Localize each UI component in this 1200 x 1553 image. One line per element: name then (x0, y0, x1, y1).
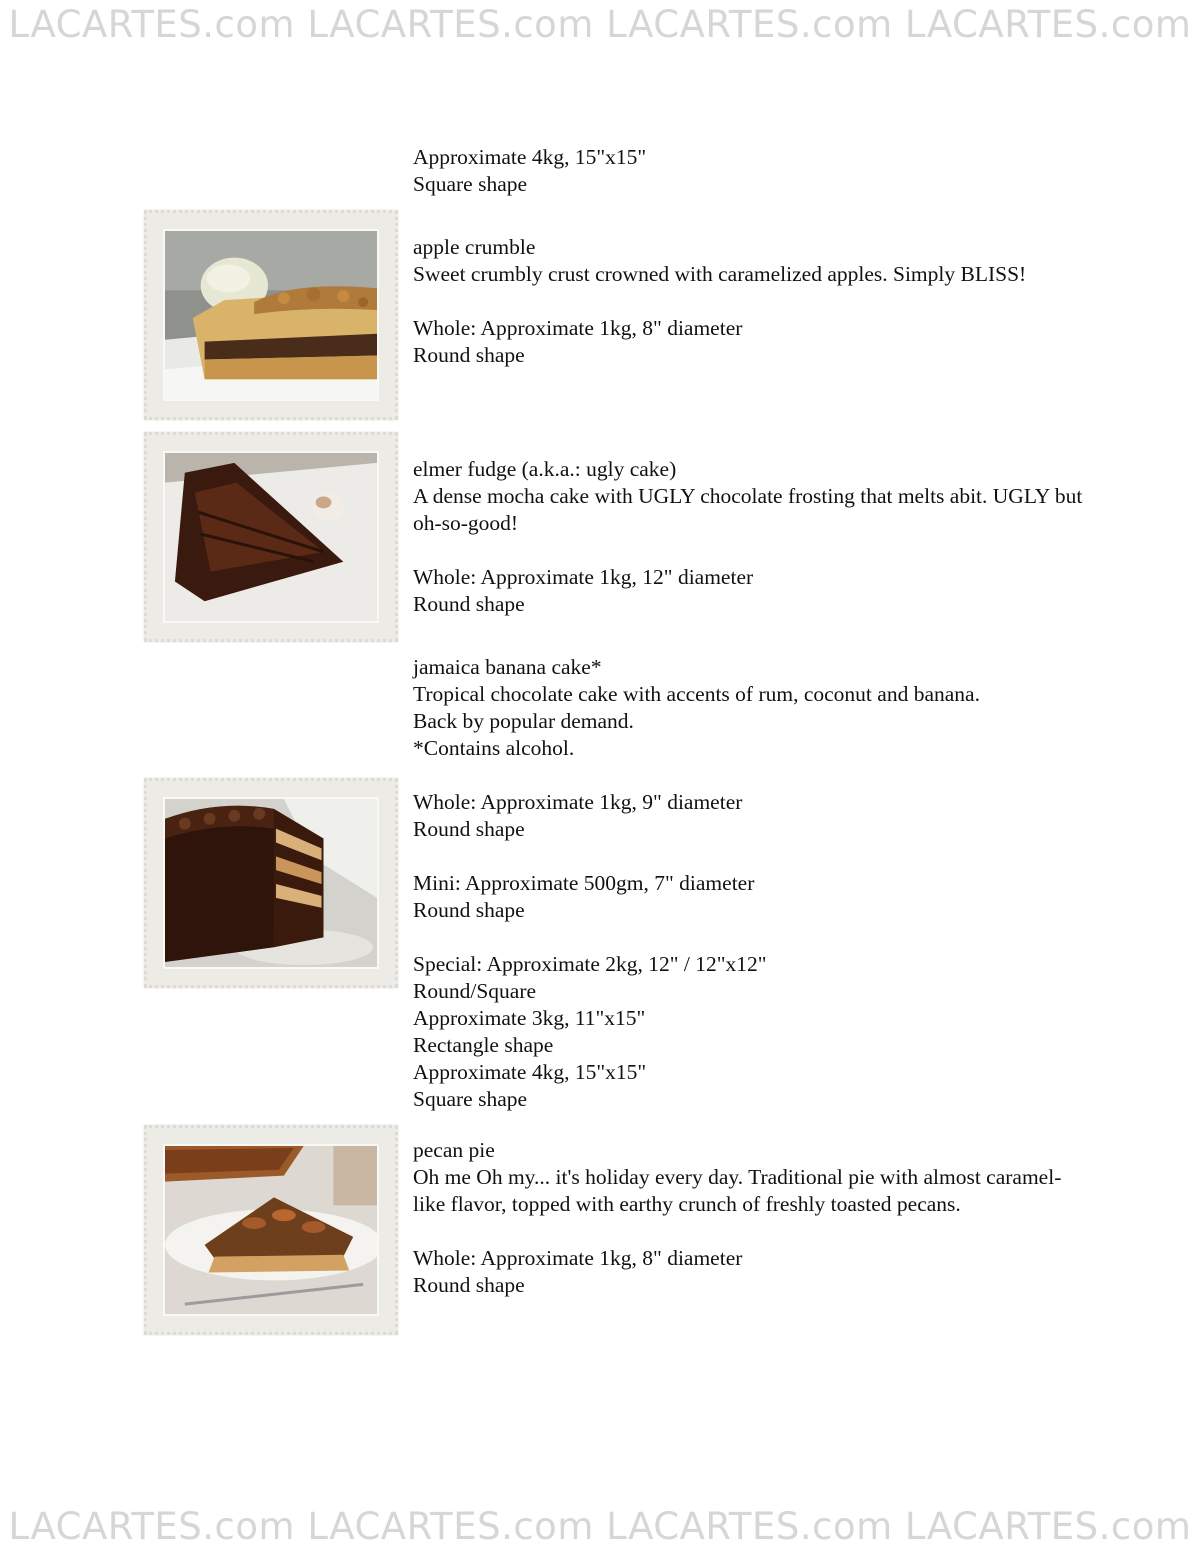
apple-crumble-description: Sweet crumbly crust crowned with caramelized apples. Simply BLISS! (413, 262, 1027, 286)
apple-crumble-whole: Whole: Approximate 1kg, 8" diameter (413, 316, 743, 340)
pecan-pie-description: Oh me Oh my... it's holiday every day. Traditional pie with almost caramel-like flavor, topped with earthy crunch of freshly toasted pecans. (413, 1165, 1062, 1216)
elmer-fudge-description: A dense mocha cake with UGLY chocolate frosting that melts abit. UGLY but oh-so-good! (413, 484, 1083, 535)
apple-crumble-image (165, 231, 377, 399)
intro-block (413, 144, 1093, 198)
elmer-fudge-title: elmer fudge (a.k.a.: ugly cake) (413, 457, 677, 481)
watermark-top: LACARTES.com LACARTES.com LACARTES.com LACARTES.com (8, 3, 1192, 46)
jamaica-banana-4kg-shape: Square shape (413, 1087, 528, 1111)
jamaica-banana-photo (144, 778, 398, 988)
pecan-pie-whole: Whole: Approximate 1kg, 8" diameter (413, 1246, 743, 1270)
pecan-pie-image (165, 1146, 377, 1314)
apple-crumble-shape: Round shape (413, 343, 525, 367)
jamaica-banana-4kg: Approximate 4kg, 15"x15" (413, 1060, 647, 1084)
elmer-fudge-whole: Whole: Approximate 1kg, 12" diameter (413, 565, 754, 589)
apple-crumble-title: apple crumble (413, 235, 536, 259)
jamaica-banana-description-2: Back by popular demand. (413, 709, 634, 733)
jamaica-banana-3kg: Approximate 3kg, 11"x15" (413, 1006, 646, 1030)
elmer-fudge-block (413, 456, 1093, 618)
jamaica-banana-special: Special: Approximate 2kg, 12" / 12"x12" (413, 952, 767, 976)
pecan-pie-block (413, 1137, 1093, 1299)
watermark-bottom: LACARTES.com LACARTES.com LACARTES.com LACARTES.com (8, 1505, 1192, 1548)
jamaica-banana-description-1: Tropical chocolate cake with accents of rum, coconut and banana. (413, 682, 980, 706)
apple-crumble-block (413, 234, 1093, 369)
jamaica-banana-title: jamaica banana cake* (413, 655, 602, 679)
jamaica-banana-image (165, 799, 377, 967)
intro-size: Approximate 4kg, 15"x15" (413, 145, 647, 169)
elmer-fudge-image (165, 453, 377, 621)
jamaica-banana-3kg-shape: Rectangle shape (413, 1033, 554, 1057)
intro-shape: Square shape (413, 172, 528, 196)
pecan-pie-title: pecan pie (413, 1138, 495, 1162)
jamaica-banana-mini: Mini: Approximate 500gm, 7" diameter (413, 871, 755, 895)
elmer-fudge-photo (144, 432, 398, 642)
jamaica-banana-block (413, 654, 1093, 1113)
elmer-fudge-shape: Round shape (413, 592, 525, 616)
jamaica-banana-mini-shape: Round shape (413, 898, 525, 922)
apple-crumble-photo (144, 210, 398, 420)
jamaica-banana-whole: Whole: Approximate 1kg, 9" diameter (413, 790, 743, 814)
pecan-pie-photo (144, 1125, 398, 1335)
jamaica-banana-special-shape: Round/Square (413, 979, 537, 1003)
jamaica-banana-whole-shape: Round shape (413, 817, 525, 841)
jamaica-banana-note: *Contains alcohol. (413, 736, 575, 760)
pecan-pie-shape: Round shape (413, 1273, 525, 1297)
